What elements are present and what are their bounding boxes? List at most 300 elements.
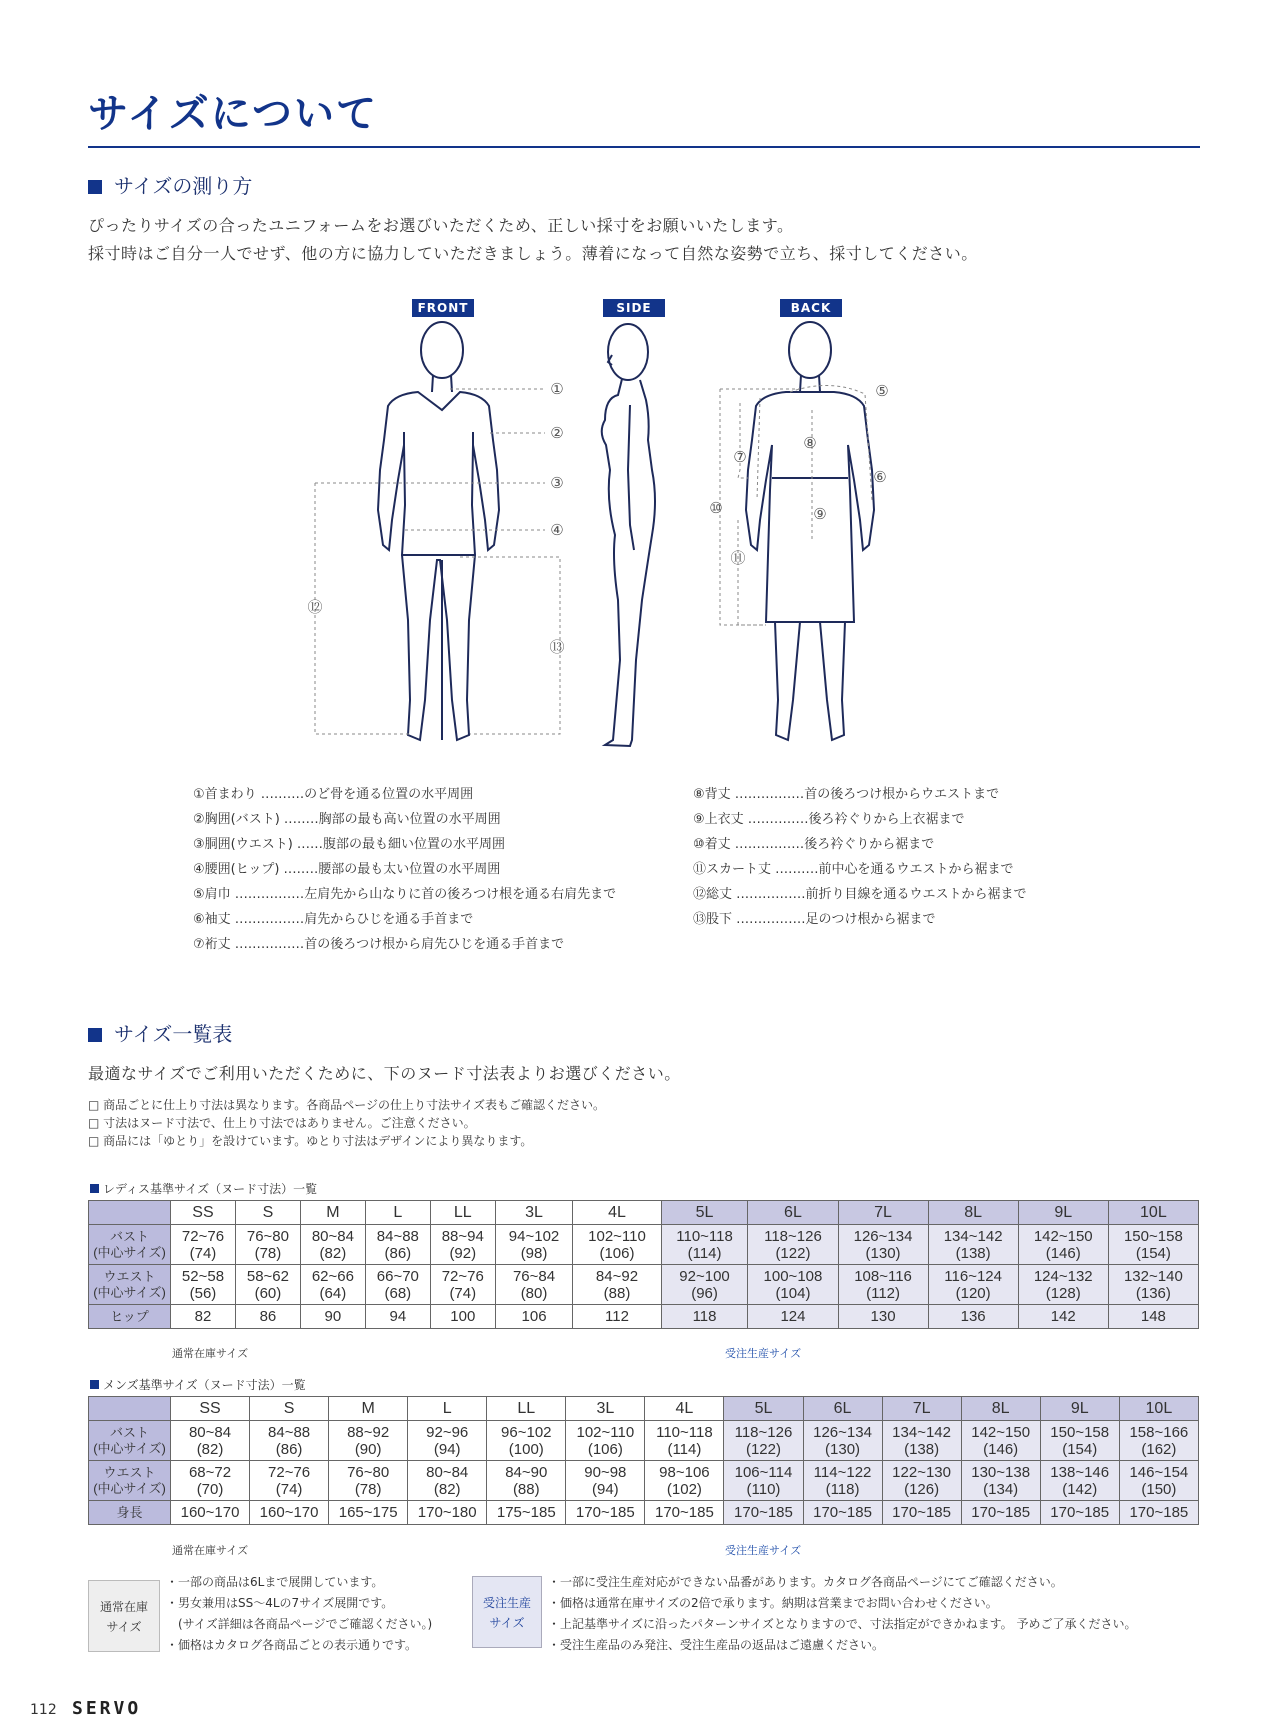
legend-item: ⑫総丈 ‥‥‥‥‥‥‥‥前折り目線を通るウエストから裾まで bbox=[693, 887, 1027, 902]
center-value: (92) bbox=[449, 1244, 477, 1262]
center-value: (90) bbox=[354, 1440, 382, 1458]
size-header-cell: 9L bbox=[1040, 1397, 1119, 1421]
table-cell: 170~185 bbox=[1040, 1501, 1119, 1525]
table-cell bbox=[566, 1421, 645, 1461]
table-row bbox=[89, 1265, 1199, 1305]
table-cell bbox=[171, 1421, 250, 1461]
table-cell bbox=[748, 1265, 838, 1305]
back-figure bbox=[746, 322, 874, 740]
range-value: 122~130 bbox=[892, 1463, 951, 1481]
range-value: 110~118 bbox=[676, 1227, 733, 1245]
size-header-cell: M bbox=[300, 1201, 365, 1225]
table-cell bbox=[961, 1461, 1040, 1501]
row-label: ウエスト bbox=[103, 1268, 156, 1284]
size-header-cell: SS bbox=[171, 1397, 250, 1421]
size-header-cell: L bbox=[365, 1201, 430, 1225]
center-value: (112) bbox=[866, 1284, 900, 1302]
range-value: 84~88 bbox=[268, 1423, 311, 1441]
table-cell: 82 bbox=[171, 1305, 236, 1329]
ladies-table-caption bbox=[90, 1180, 317, 1197]
size-notes bbox=[88, 1096, 605, 1150]
note-line: ・価格はカタログ各商品ごとの表示通りです。 bbox=[166, 1638, 418, 1652]
center-value: (86) bbox=[275, 1440, 303, 1458]
center-value: (130) bbox=[825, 1440, 861, 1458]
mens-size-table bbox=[88, 1396, 1199, 1525]
range-value: 80~84 bbox=[426, 1463, 469, 1481]
range-value: 126~134 bbox=[853, 1227, 913, 1245]
range-value: 134~142 bbox=[892, 1423, 951, 1441]
section-heading-text: サイズの測り方 bbox=[114, 174, 253, 198]
ladies-size-table bbox=[88, 1200, 1199, 1329]
table-cell bbox=[1040, 1421, 1119, 1461]
note-line: ・男女兼用はSS～4Lの7サイズ展開です。 bbox=[166, 1596, 394, 1610]
table-cell: 100 bbox=[430, 1305, 495, 1329]
marker-2: ② bbox=[550, 424, 564, 442]
note-line: ・一部に受注生産対応ができない品番があります。カタログ各商品ページにてご確認ください。 bbox=[548, 1575, 1063, 1589]
size-header-cell: 4L bbox=[573, 1201, 661, 1225]
table-cell bbox=[838, 1265, 928, 1305]
table-cell bbox=[495, 1225, 573, 1265]
range-value: 58~62 bbox=[246, 1267, 289, 1285]
legend-item: ⑩着丈 ‥‥‥‥‥‥‥‥後ろ衿ぐりから裾まで bbox=[693, 837, 935, 852]
size-header-cell: 4L bbox=[645, 1397, 724, 1421]
table-cell: 170~185 bbox=[803, 1501, 882, 1525]
center-value: (138) bbox=[904, 1440, 940, 1458]
center-value: (86) bbox=[384, 1244, 412, 1262]
legend-item: ②胸囲(バスト) ‥‥‥‥胸部の最も高い位置の水平周囲 bbox=[193, 812, 501, 827]
range-value: 124~132 bbox=[1033, 1267, 1093, 1285]
table-cell: 170~185 bbox=[882, 1501, 961, 1525]
table-row bbox=[89, 1461, 1199, 1501]
range-value: 100~108 bbox=[763, 1267, 823, 1285]
center-value: (106) bbox=[587, 1440, 623, 1458]
center-value: (94) bbox=[592, 1480, 619, 1498]
table-cell bbox=[487, 1421, 566, 1461]
center-value: (102) bbox=[666, 1480, 702, 1498]
intro-line: ぴったりサイズの合ったユニフォームをお選びいただくため、正しい採寸をお願いいたします。 bbox=[88, 216, 794, 235]
range-value: 132~140 bbox=[1123, 1267, 1183, 1285]
note-line: □ 商品には「ゆとり」を設けています。ゆとり寸法はデザインにより異なります。 bbox=[88, 1134, 533, 1148]
range-value: 88~92 bbox=[347, 1423, 390, 1441]
size-header-cell: 3L bbox=[566, 1397, 645, 1421]
table-cell bbox=[171, 1225, 236, 1265]
stock-notes bbox=[166, 1572, 432, 1656]
legend-item: ⑤肩巾 ‥‥‥‥‥‥‥‥左肩先から山なりに首の後ろつけ根を通る右肩先まで bbox=[193, 887, 617, 902]
row-sublabel: (中心サイズ) bbox=[93, 1284, 166, 1300]
size-header-cell: 9L bbox=[1018, 1201, 1108, 1225]
size-header-cell: 8L bbox=[928, 1201, 1018, 1225]
table-cell bbox=[495, 1265, 573, 1305]
square-bullet-icon bbox=[90, 1380, 99, 1389]
marker-8: ⑧ bbox=[803, 434, 817, 452]
table-cell bbox=[250, 1421, 329, 1461]
legend-item: ④腰囲(ヒップ) ‥‥‥‥腰部の最も太い位置の水平周囲 bbox=[193, 862, 501, 877]
legend-item: ⑦裄丈 ‥‥‥‥‥‥‥‥首の後ろつけ根から肩先ひじを通る手首まで bbox=[193, 937, 565, 952]
table-cell bbox=[661, 1265, 748, 1305]
range-value: 80~84 bbox=[188, 1423, 232, 1441]
mens-table-caption bbox=[90, 1376, 306, 1393]
table-cell bbox=[838, 1225, 928, 1265]
table-row bbox=[89, 1421, 1199, 1461]
range-value: 62~66 bbox=[311, 1267, 354, 1285]
table-cell bbox=[487, 1461, 566, 1501]
table-row bbox=[89, 1305, 1199, 1329]
size-header-cell: 5L bbox=[661, 1201, 748, 1225]
center-value: (154) bbox=[1135, 1244, 1171, 1262]
table-cell bbox=[748, 1225, 838, 1265]
legend-item: ⑥袖丈 ‥‥‥‥‥‥‥‥肩先からひじを通る手首まで bbox=[193, 912, 474, 927]
legend-item: ⑪スカート丈 ‥‥‥‥‥前中心を通るウエストから裾まで bbox=[693, 862, 1014, 877]
center-value: (74) bbox=[449, 1284, 477, 1302]
center-value: (162) bbox=[1141, 1440, 1177, 1458]
size-header-cell: 3L bbox=[495, 1201, 573, 1225]
table-header-row bbox=[89, 1201, 1199, 1225]
table-cell bbox=[235, 1265, 300, 1305]
size-header-cell: 7L bbox=[882, 1397, 961, 1421]
range-value: 108~116 bbox=[854, 1267, 912, 1285]
range-value: 142~150 bbox=[971, 1423, 1031, 1441]
caption-text: メンズ基準サイズ（ヌード寸法）一覧 bbox=[103, 1378, 306, 1392]
marker-5: ⑤ bbox=[875, 382, 889, 400]
table-cell: 142 bbox=[1018, 1305, 1108, 1329]
range-value: 72~76 bbox=[268, 1463, 311, 1481]
range-value: 110~118 bbox=[656, 1423, 713, 1441]
range-value: 126~134 bbox=[813, 1423, 872, 1441]
box-line: 通常在庫 bbox=[99, 1600, 148, 1614]
center-value: (82) bbox=[319, 1244, 347, 1262]
table-header-row bbox=[89, 1397, 1199, 1421]
square-bullet-icon bbox=[88, 180, 102, 194]
center-value: (136) bbox=[1135, 1284, 1171, 1302]
row-header-cell bbox=[89, 1461, 171, 1501]
range-value: 84~90 bbox=[505, 1463, 548, 1481]
center-value: (100) bbox=[508, 1440, 544, 1458]
range-value: 92~96 bbox=[426, 1423, 469, 1441]
table-cell: 136 bbox=[928, 1305, 1018, 1329]
size-header-cell: S bbox=[235, 1201, 300, 1225]
page-number: 112 bbox=[30, 1702, 57, 1718]
range-value: 84~92 bbox=[595, 1267, 639, 1285]
table-cell bbox=[171, 1461, 250, 1501]
center-value: (138) bbox=[955, 1244, 991, 1262]
table-cell bbox=[573, 1225, 661, 1265]
table-corner-cell bbox=[89, 1201, 171, 1225]
center-value: (78) bbox=[354, 1480, 382, 1498]
range-value: 98~106 bbox=[659, 1463, 710, 1481]
size-header-cell: LL bbox=[487, 1397, 566, 1421]
marker-7: ⑦ bbox=[733, 448, 747, 466]
range-value: 150~158 bbox=[1050, 1423, 1110, 1441]
table-cell: 90 bbox=[300, 1305, 365, 1329]
range-value: 116~124 bbox=[944, 1267, 1002, 1285]
center-value: (134) bbox=[983, 1480, 1019, 1498]
range-value: 102~110 bbox=[588, 1227, 646, 1245]
ladies-stock-label: 通常在庫サイズ bbox=[172, 1347, 249, 1360]
side-figure bbox=[602, 324, 655, 746]
center-value: (68) bbox=[384, 1284, 412, 1302]
title-divider bbox=[88, 146, 1200, 148]
legend-right bbox=[693, 782, 1027, 932]
row-sublabel: (中心サイズ) bbox=[93, 1480, 166, 1496]
table-cell: 170~185 bbox=[724, 1501, 803, 1525]
range-value: 118~126 bbox=[734, 1423, 793, 1441]
table-cell bbox=[724, 1421, 803, 1461]
range-value: 76~84 bbox=[512, 1267, 556, 1285]
range-value: 80~84 bbox=[311, 1227, 354, 1245]
table-cell bbox=[430, 1265, 495, 1305]
table-cell: 170~185 bbox=[566, 1501, 645, 1525]
center-value: (88) bbox=[603, 1284, 631, 1302]
row-label: バスト bbox=[109, 1228, 149, 1244]
legend-item: ⑨上衣丈 ‥‥‥‥‥‥‥後ろ衿ぐりから上衣裾まで bbox=[693, 812, 965, 827]
center-value: (110) bbox=[746, 1480, 781, 1498]
page-title: サイズについて bbox=[88, 91, 378, 137]
section-heading-size-table bbox=[88, 1018, 232, 1047]
table-cell bbox=[928, 1265, 1018, 1305]
center-value: (64) bbox=[319, 1284, 347, 1302]
table-cell bbox=[1018, 1265, 1108, 1305]
table-cell: 175~185 bbox=[487, 1501, 566, 1525]
row-header-cell bbox=[89, 1421, 171, 1461]
size-header-cell: 10L bbox=[1108, 1201, 1198, 1225]
table-cell bbox=[803, 1421, 882, 1461]
table-cell bbox=[408, 1461, 487, 1501]
range-value: 66~70 bbox=[376, 1267, 419, 1285]
size-header-cell: 10L bbox=[1119, 1397, 1198, 1421]
brand-logo: SERVO bbox=[72, 1698, 142, 1719]
table-corner-cell bbox=[89, 1397, 171, 1421]
legend-item: ⑬股下 ‥‥‥‥‥‥‥‥足のつけ根から裾まで bbox=[693, 912, 936, 927]
table-cell: 86 bbox=[235, 1305, 300, 1329]
note-line: ・一部の商品は6Lまで展開しています。 bbox=[166, 1575, 384, 1589]
range-value: 96~102 bbox=[501, 1423, 552, 1441]
table-cell bbox=[250, 1461, 329, 1501]
note-line: ・受注生産品のみ発注、受注生産品の返品はご遠慮ください。 bbox=[548, 1638, 885, 1652]
center-value: (150) bbox=[1141, 1480, 1177, 1498]
range-value: 94~102 bbox=[508, 1227, 560, 1245]
table-cell bbox=[661, 1225, 748, 1265]
size-header-cell: S bbox=[250, 1397, 329, 1421]
range-value: 84~88 bbox=[376, 1227, 419, 1245]
row-label: バスト bbox=[109, 1424, 149, 1440]
marker-1: ① bbox=[550, 380, 564, 398]
size-header-cell: LL bbox=[430, 1201, 495, 1225]
center-value: (114) bbox=[667, 1440, 702, 1458]
note-line: ・上記基準サイズに沿ったパターンサイズとなりますので、寸法指定ができかねます。 予めご了承ください。 bbox=[548, 1617, 1137, 1631]
row-sublabel: (中心サイズ) bbox=[93, 1440, 166, 1456]
table-cell bbox=[724, 1461, 803, 1501]
table-cell: 170~185 bbox=[1119, 1501, 1198, 1525]
row-sublabel: (中心サイズ) bbox=[93, 1244, 166, 1260]
view-label-front: FRONT bbox=[412, 299, 474, 317]
marker-4: ④ bbox=[550, 521, 564, 539]
measurement-figures bbox=[300, 320, 920, 760]
table-cell bbox=[645, 1421, 724, 1461]
legend-item: ①首まわり ‥‥‥‥‥のど骨を通る位置の水平周囲 bbox=[193, 787, 474, 802]
box-line: サイズ bbox=[106, 1620, 142, 1634]
range-value: 118~126 bbox=[764, 1227, 822, 1245]
table-cell: 160~170 bbox=[171, 1501, 250, 1525]
mens-stock-label: 通常在庫サイズ bbox=[172, 1544, 249, 1557]
box-line: 受注生産 bbox=[482, 1596, 531, 1610]
table-cell bbox=[566, 1461, 645, 1501]
table-cell: 170~185 bbox=[961, 1501, 1040, 1525]
range-value: 130~138 bbox=[971, 1463, 1031, 1481]
range-value: 146~154 bbox=[1129, 1463, 1189, 1481]
center-value: (70) bbox=[196, 1480, 224, 1498]
box-line: サイズ bbox=[489, 1616, 525, 1630]
table-cell bbox=[329, 1421, 408, 1461]
front-figure bbox=[378, 322, 499, 740]
table-cell bbox=[408, 1421, 487, 1461]
size-header-cell: 7L bbox=[838, 1201, 928, 1225]
center-value: (78) bbox=[254, 1244, 282, 1262]
range-value: 114~122 bbox=[813, 1463, 872, 1481]
legend-item: ③胴囲(ウエスト) ‥‥‥腹部の最も細い位置の水平周囲 bbox=[193, 837, 505, 852]
table-cell: 130 bbox=[838, 1305, 928, 1329]
range-value: 138~146 bbox=[1050, 1463, 1110, 1481]
center-value: (128) bbox=[1045, 1284, 1081, 1302]
range-value: 52~58 bbox=[181, 1267, 225, 1285]
row-header-cell: 身長 bbox=[89, 1501, 171, 1525]
range-value: 134~142 bbox=[943, 1227, 1003, 1245]
view-label-back: BACK bbox=[780, 299, 842, 317]
center-value: (106) bbox=[599, 1244, 635, 1262]
range-value: 92~100 bbox=[679, 1267, 730, 1285]
measure-intro bbox=[88, 212, 978, 268]
marker-9: ⑨ bbox=[813, 505, 827, 523]
table-cell: 170~180 bbox=[408, 1501, 487, 1525]
order-size-box bbox=[472, 1576, 542, 1648]
square-bullet-icon bbox=[88, 1028, 102, 1042]
table-row bbox=[89, 1501, 1199, 1525]
marker-11: ⑪ bbox=[730, 549, 746, 567]
marker-6: ⑥ bbox=[873, 468, 887, 486]
size-header-cell: 8L bbox=[961, 1397, 1040, 1421]
size-header-cell: SS bbox=[171, 1201, 236, 1225]
size-header-cell: 5L bbox=[724, 1397, 803, 1421]
table-cell bbox=[171, 1265, 236, 1305]
row-label: ウエスト bbox=[103, 1464, 156, 1480]
row-header-cell: ヒップ bbox=[89, 1305, 171, 1329]
center-value: (88) bbox=[512, 1480, 540, 1498]
table-cell: 148 bbox=[1108, 1305, 1198, 1329]
table-cell bbox=[1108, 1225, 1198, 1265]
stock-size-box bbox=[88, 1580, 160, 1652]
table-cell bbox=[573, 1265, 661, 1305]
table-cell bbox=[1018, 1225, 1108, 1265]
table-row bbox=[89, 1225, 1199, 1265]
mens-order-label: 受注生産サイズ bbox=[725, 1544, 802, 1557]
center-value: (142) bbox=[1062, 1480, 1098, 1498]
section-heading-measure bbox=[88, 170, 252, 199]
center-value: (94) bbox=[433, 1440, 461, 1458]
table-cell bbox=[1119, 1461, 1198, 1501]
table-cell bbox=[329, 1461, 408, 1501]
center-value: (120) bbox=[955, 1284, 991, 1302]
range-value: 158~166 bbox=[1129, 1423, 1189, 1441]
marker-3: ③ bbox=[550, 474, 564, 492]
note-line: ・価格は通常在庫サイズの2倍で承ります。納期は営業までお問い合わせください。 bbox=[548, 1596, 998, 1610]
center-value: (60) bbox=[254, 1284, 282, 1302]
intro-line: 採寸時はご自分一人でせず、他の方に協力していただきましょう。薄着になって自然な姿勢で立ち、採寸してください。 bbox=[88, 244, 978, 263]
legend-left bbox=[193, 782, 616, 957]
center-value: (146) bbox=[1045, 1244, 1081, 1262]
table-cell bbox=[235, 1225, 300, 1265]
center-value: (96) bbox=[691, 1284, 718, 1302]
caption-text: レディス基準サイズ（ヌード寸法）一覧 bbox=[103, 1182, 318, 1196]
range-value: 72~76 bbox=[441, 1267, 484, 1285]
table-cell bbox=[1119, 1421, 1198, 1461]
table-cell bbox=[365, 1265, 430, 1305]
table-cell bbox=[1040, 1461, 1119, 1501]
row-header-cell bbox=[89, 1265, 171, 1305]
range-value: 150~158 bbox=[1123, 1227, 1183, 1245]
center-value: (104) bbox=[775, 1284, 811, 1302]
row-header-cell bbox=[89, 1225, 171, 1265]
size-header-cell: M bbox=[329, 1397, 408, 1421]
center-value: (126) bbox=[904, 1480, 940, 1498]
note-line: □ 寸法はヌード寸法で、仕上り寸法ではありません。ご注意ください。 bbox=[88, 1116, 476, 1130]
table-cell bbox=[882, 1421, 961, 1461]
legend-item: ⑧背丈 ‥‥‥‥‥‥‥‥首の後ろつけ根からウエストまで bbox=[693, 787, 1000, 802]
marker-13: ⑬ bbox=[549, 638, 565, 656]
note-line: □ 商品ごとに仕上り寸法は異なります。各商品ページの仕上り寸法サイズ表もご確認ください。 bbox=[88, 1098, 605, 1112]
table-cell: 112 bbox=[573, 1305, 661, 1329]
table-cell bbox=[300, 1225, 365, 1265]
center-value: (56) bbox=[189, 1284, 217, 1302]
center-value: (114) bbox=[687, 1244, 722, 1262]
center-value: (118) bbox=[825, 1480, 860, 1498]
range-value: 76~80 bbox=[347, 1463, 390, 1481]
size-intro: 最適なサイズでご利用いただくために、下のヌード寸法表よりお選びください。 bbox=[88, 1064, 681, 1083]
range-value: 106~114 bbox=[734, 1463, 793, 1481]
center-value: (74) bbox=[275, 1480, 303, 1498]
section-heading-text: サイズ一覧表 bbox=[114, 1022, 233, 1046]
center-value: (82) bbox=[196, 1440, 224, 1458]
center-value: (80) bbox=[520, 1284, 548, 1302]
center-value: (122) bbox=[775, 1244, 811, 1262]
center-value: (154) bbox=[1062, 1440, 1098, 1458]
range-value: 72~76 bbox=[181, 1227, 225, 1245]
table-cell bbox=[430, 1225, 495, 1265]
table-cell bbox=[365, 1225, 430, 1265]
table-cell bbox=[300, 1265, 365, 1305]
center-value: (122) bbox=[745, 1440, 781, 1458]
range-value: 102~110 bbox=[576, 1423, 635, 1441]
center-value: (146) bbox=[983, 1440, 1019, 1458]
marker-10: ⑩ bbox=[709, 499, 723, 517]
range-value: 76~80 bbox=[246, 1227, 289, 1245]
center-value: (130) bbox=[865, 1244, 901, 1262]
table-cell: 165~175 bbox=[329, 1501, 408, 1525]
center-value: (74) bbox=[189, 1244, 217, 1262]
size-header-cell: 6L bbox=[803, 1397, 882, 1421]
center-value: (98) bbox=[520, 1244, 548, 1262]
square-bullet-icon bbox=[90, 1184, 99, 1193]
table-cell bbox=[961, 1421, 1040, 1461]
size-header-cell: 6L bbox=[748, 1201, 838, 1225]
table-cell bbox=[1108, 1265, 1198, 1305]
table-cell bbox=[882, 1461, 961, 1501]
range-value: 142~150 bbox=[1033, 1227, 1093, 1245]
size-header-cell: L bbox=[408, 1397, 487, 1421]
range-value: 68~72 bbox=[188, 1463, 232, 1481]
ladies-order-label: 受注生産サイズ bbox=[725, 1347, 802, 1360]
table-cell: 106 bbox=[495, 1305, 573, 1329]
table-cell: 124 bbox=[748, 1305, 838, 1329]
table-cell bbox=[928, 1225, 1018, 1265]
